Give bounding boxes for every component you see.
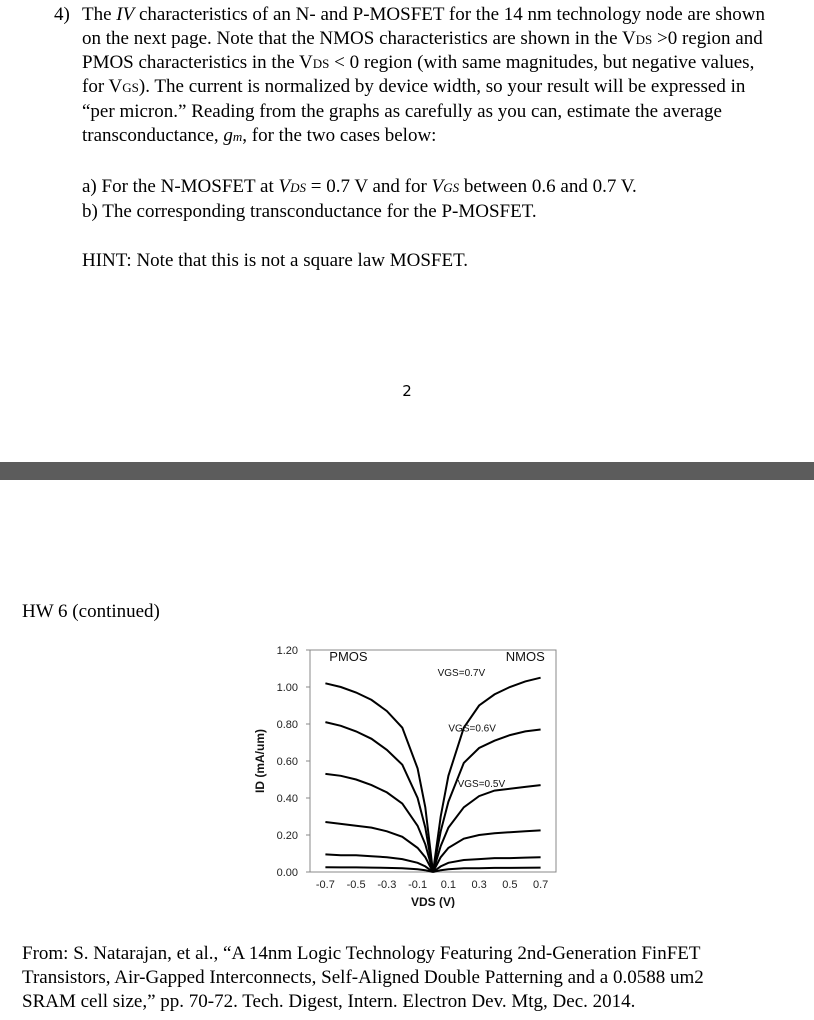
italic-text: V (431, 176, 444, 197)
nmos-curve (433, 678, 541, 872)
page-number: 2 (402, 382, 412, 400)
subscript-text: GS (122, 80, 139, 95)
chart-curves (325, 678, 540, 872)
part-a: a) For the N-MOSFET at VDS = 0.7 V and for VGS between 0.6 and 0.7 V. (82, 176, 637, 197)
x-axis-ticks (316, 879, 548, 891)
x-tick-label: -0.7 (315, 879, 335, 891)
curve-label: VGS=0.6V (448, 723, 496, 735)
problem-text-line-4: for VGS). The current is normalized by device width, so your result will be expressed in (82, 76, 746, 97)
subscript-text: GS (443, 180, 460, 195)
x-axis-label: VDS (V) (410, 895, 456, 908)
curve-label: VGS=0.5V (457, 778, 506, 790)
pmos-curve (325, 683, 433, 872)
page-divider (0, 462, 814, 480)
problem-number: 4) (54, 4, 70, 25)
page-two (0, 480, 814, 1020)
nmos-curve (433, 730, 541, 873)
subscript-text: DS (312, 56, 330, 71)
y-tick-label: 0.40 (276, 793, 298, 805)
problem-text-line-2: on the next page. Note that the NMOS characteristics are shown in the VDS >0 region and (82, 28, 763, 49)
part-b: b) The corresponding transconductance for the P-MOSFET. (82, 201, 537, 222)
x-tick-label: 0.3 (471, 879, 487, 891)
hint: HINT: Note that this is not a square law MOSFET. (82, 250, 469, 271)
y-tick-label: 0.60 (276, 756, 298, 768)
x-tick-label: -0.3 (377, 879, 397, 891)
problem-text-line-5: “per micron.” Reading from the graphs as carefully as you can, estimate the average (82, 101, 722, 122)
x-tick-label: 0.1 (440, 879, 457, 891)
subscript-text: DS (290, 180, 306, 195)
y-tick-label: 0.00 (276, 867, 298, 879)
x-tick-label: -0.1 (408, 879, 428, 891)
pmos-region-label: PMOS (329, 649, 368, 665)
curve-label: VGS=0.7V (437, 667, 486, 679)
subscript-text: m (232, 129, 243, 144)
italic-text: V (278, 176, 291, 197)
nmos-curve (433, 868, 541, 872)
pmos-curve (325, 867, 433, 872)
problem-text-line-6: transconductance, gm, for the two cases below: (82, 125, 437, 146)
nmos-curve (433, 830, 541, 872)
iv-characteristics-chart (240, 638, 580, 908)
source-line-1: From: S. Natarajan, et al., “A 14nm Logic Technology Featuring 2nd-Generation FinFET (22, 943, 701, 964)
y-tick-label: 0.20 (276, 830, 298, 842)
source-line-2: Transistors, Air-Gapped Interconnects, Self-Aligned Double Patterning and a 0.0588 um2 (22, 967, 704, 988)
y-tick-label: 1.20 (276, 645, 298, 657)
continued-label: HW 6 (continued) (22, 601, 160, 622)
subscript-text: DS (635, 32, 653, 47)
italic-text: IV (116, 4, 135, 25)
pmos-curve (325, 822, 433, 872)
y-axis-label: ID (mA/um) (253, 729, 267, 793)
x-tick-label: -0.5 (346, 879, 366, 891)
problem-text-line-3: PMOS characteristics in the VDS < 0 region (with same magnitudes, but negative values, (82, 52, 755, 73)
italic-text: g (223, 125, 233, 146)
x-tick-label: 0.5 (502, 879, 518, 891)
pmos-curve (325, 722, 433, 872)
source-line-3: SRAM cell size,” pp. 70-72. Tech. Digest, Intern. Electron Dev. Mtg, Dec. 2014. (22, 991, 636, 1012)
page-one (0, 0, 814, 462)
problem-text-line-1: The IV characteristics of an N- and P-MOSFET for the 14 nm technology node are shown (82, 4, 765, 25)
nmos-region-label: NMOS (505, 649, 545, 665)
y-tick-label: 1.00 (276, 682, 298, 694)
y-axis-ticks (277, 645, 310, 879)
x-tick-label: 0.7 (532, 879, 549, 891)
y-tick-label: 0.80 (276, 719, 298, 731)
